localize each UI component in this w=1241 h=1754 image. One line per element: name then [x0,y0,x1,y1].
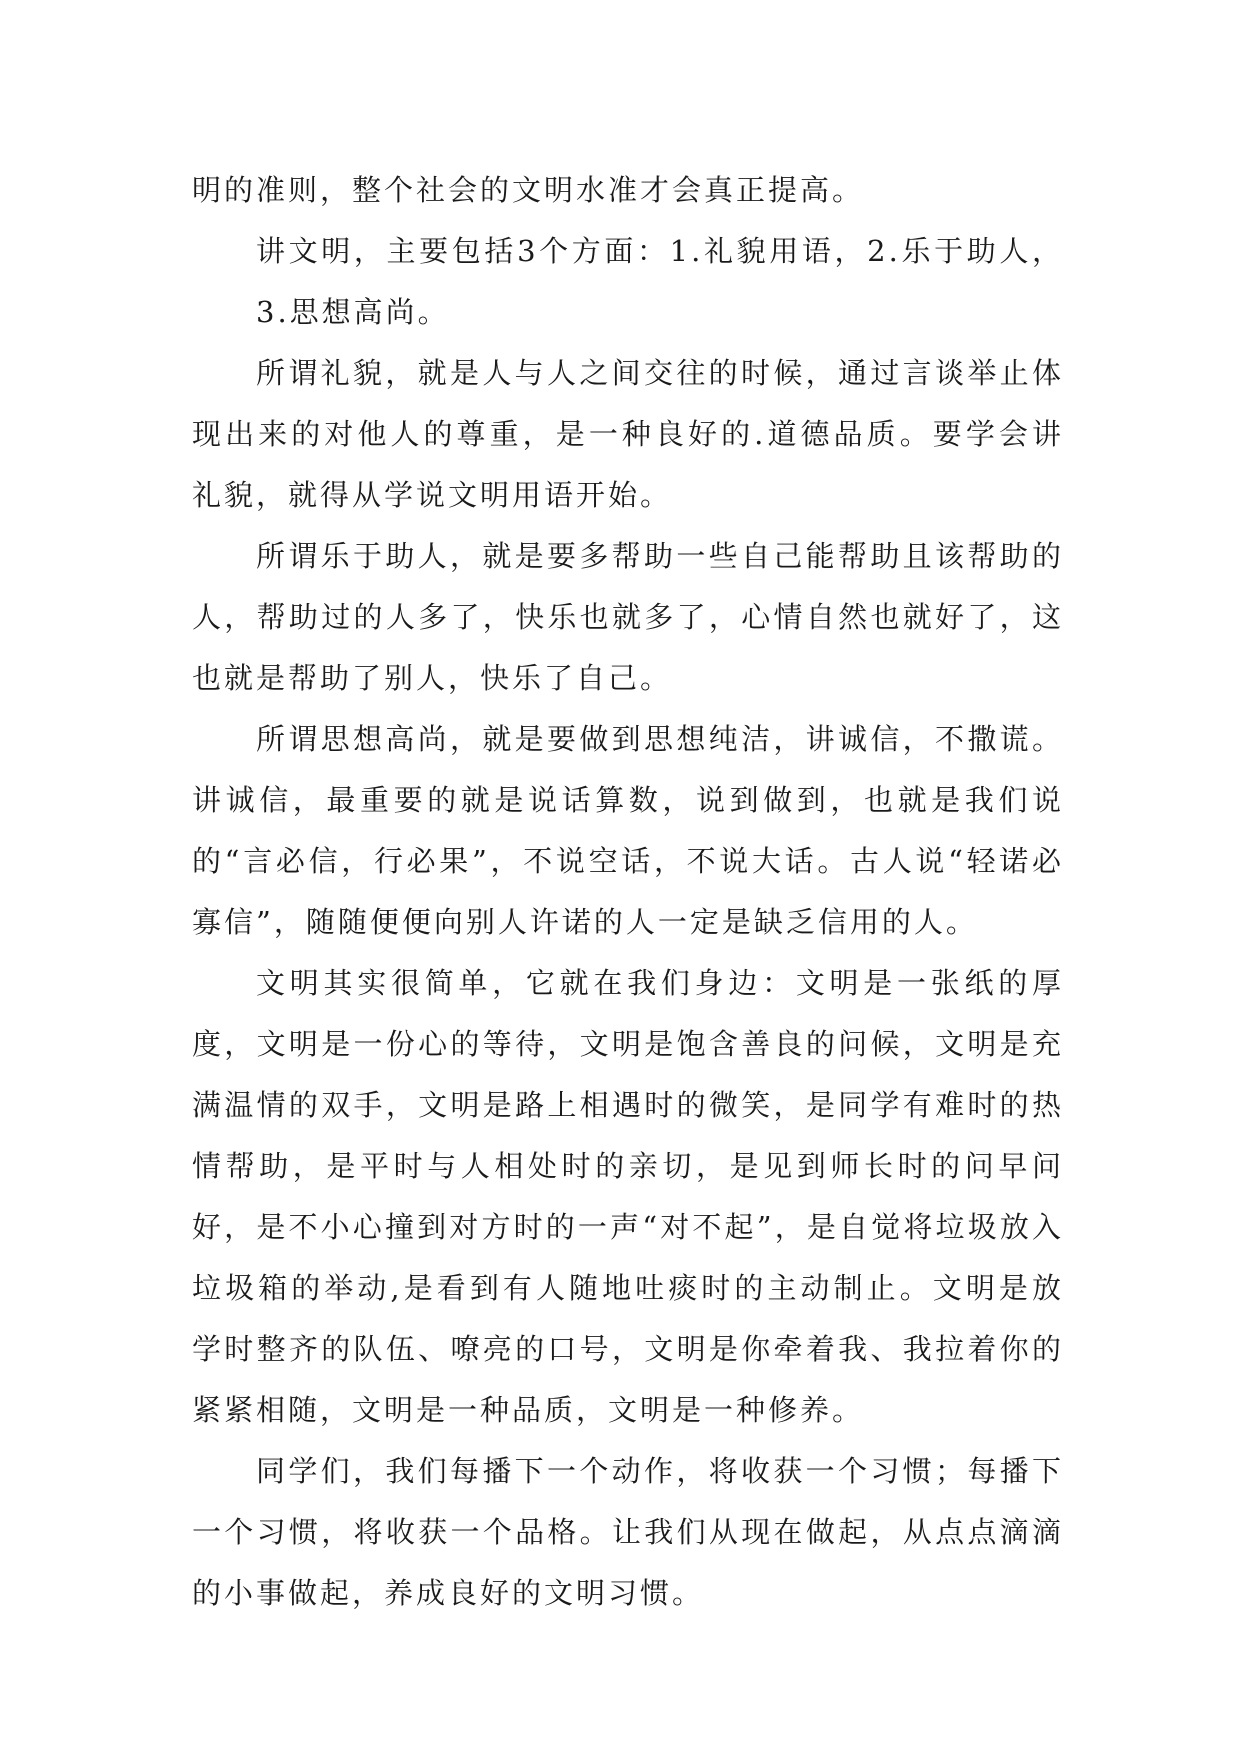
paragraph-courtesy: 所谓礼貌，就是人与人之间交往的时候，通过言谈举止体现出来的对他人的尊重，是一种良好的.道德品质。要学会讲礼貌，就得从学说文明用语开始。 [192,356,1064,512]
paragraph-noble-thought: 所谓思想高尚，就是要做到思想纯洁，讲诚信，不撒谎。讲诚信，最重要的就是说话算数，说到做到，也就是我们说的“言必信，行必果”，不说空话，不说大话。古人说“轻诺必寡信”，随随便便向别人许诺的人一定是缺乏信用的人。 [192,722,1064,939]
paragraph-helping-others: 所谓乐于助人，就是要多帮助一些自己能帮助且该帮助的人，帮助过的人多了，快乐也就多了，心情自然也就好了，这也就是帮助了别人，快乐了自己。 [192,539,1064,695]
paragraph-conclusion: 同学们，我们每播下一个动作，将收获一个习惯；每播下一个习惯，将收获一个品格。让我们从现在做起，从点点滴滴的小事做起，养成良好的文明习惯。 [192,1454,1064,1610]
paragraph-continuation: 明的准则，整个社会的文明水准才会真正提高。 [192,173,865,207]
paragraph-three-aspects: 讲文明，主要包括3个方面：1.礼貌用语，2.乐于助人，3.思想高尚。 [256,234,1064,329]
paragraph-civility-examples: 文明其实很简单，它就在我们身边：文明是一张纸的厚度，文明是一份心的等待，文明是饱含善良的问候，文明是充满温情的双手，文明是路上相遇时的微笑，是同学有难时的热情帮助，是平时与人相处时的亲切，是见到师长时的问早问好，是不小心撞到对方时的一声“对不起”，是自觉将垃圾放入垃圾箱的举动,是看到有人随地吐痰时的主动制止。文明是放学时整齐的队伍、嘹亮的口号，文明是你牵着我、我拉着你的紧紧相随，文明是一种品质，文明是一种修养。 [192,966,1064,1427]
document-body [192,160,1064,1624]
